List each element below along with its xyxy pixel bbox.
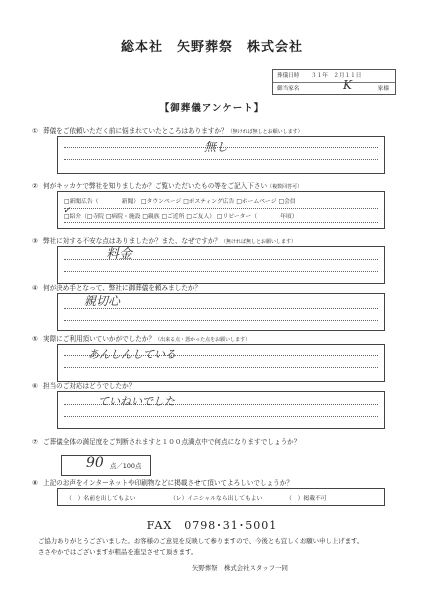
- question-5-note: （出来る点・悪かった点をお願いします）: [155, 337, 251, 343]
- answer-3-handwritten: 料金: [106, 247, 133, 262]
- family-name-handwritten: K: [343, 78, 352, 92]
- company-name: 総本社 矢野葬祭 株式会社: [120, 40, 303, 55]
- family-name-row: [273, 78, 395, 95]
- answer-line: [64, 320, 378, 321]
- question-1: [32, 125, 303, 135]
- question-3-number: ③: [32, 237, 38, 245]
- option-neighbor-checkbox[interactable]: □ご近所: [161, 214, 185, 220]
- answer-1-handwritten: 無し: [204, 140, 229, 154]
- question-3-text: 弊社に対する不安な点はありましたか？また、なぜですか？: [43, 237, 222, 245]
- answer-box-4[interactable]: [57, 293, 385, 331]
- question-4-number: ④: [32, 284, 38, 292]
- question-6-text: 担当のご対応はどうでしたか？: [43, 382, 136, 390]
- question-6: [32, 380, 135, 390]
- family-name-cell: [311, 78, 395, 95]
- option-townpage-checkbox[interactable]: □タウンページ: [141, 199, 182, 205]
- closing-line-1: ご協力ありがとうございました。お客様のご意見を反映して参りますので、今後とも宜しくお願い申し上げます。: [38, 537, 364, 545]
- question-1-number: ①: [32, 127, 38, 135]
- answer-4-handwritten: 親切心: [84, 294, 121, 308]
- closing-line-2: ささやかではございますが粗品を進呈させて頂きます。: [38, 548, 198, 556]
- option-friend-checkbox[interactable]: □ご友人）: [186, 214, 216, 220]
- staff-signature: 矢野葬祭 株式会社スタッフ一同: [192, 564, 288, 572]
- question-4: [32, 282, 201, 292]
- question-3: [32, 235, 296, 245]
- question-4-text: 何が決め手となって、弊社に御葬儀を頼みましたか？: [43, 284, 202, 292]
- source-options-row-1: [64, 196, 296, 205]
- option-newspaper-checkbox[interactable]: □新聞広告（ 新聞）: [64, 199, 140, 205]
- answer-line: [64, 271, 378, 272]
- answer-box-3[interactable]: [57, 246, 385, 284]
- survey-title: 【御葬儀アンケート】: [159, 103, 265, 114]
- question-2-number: ②: [32, 182, 38, 190]
- question-1-text: 葬儀をご依頼いただく前に悩まれていたところはありますか？: [43, 127, 228, 135]
- question-2: [32, 180, 302, 190]
- option-hospital-checkbox[interactable]: □病院・施設: [105, 214, 141, 220]
- question-8: [32, 477, 293, 487]
- question-5-number: ⑤: [32, 335, 38, 343]
- question-2-note: （複数回答可）: [267, 184, 303, 190]
- score-handwritten: 90: [86, 455, 104, 471]
- family-name-label: 御当家名: [277, 86, 300, 92]
- option-relative-checkbox[interactable]: □親族: [142, 214, 160, 220]
- question-6-number: ⑥: [32, 382, 38, 390]
- funeral-date-label: 葬儀日時: [277, 73, 300, 79]
- check-mark-icon: ✓: [63, 206, 71, 216]
- question-5-text: 実際にご利用頂いていかがでしたか？: [43, 335, 156, 343]
- fax-number: FAX 0798･31･5001: [146, 519, 278, 532]
- question-1-note: （無ければ無しとお願いします）: [227, 129, 303, 135]
- answer-line: [64, 222, 378, 223]
- question-5: [32, 333, 250, 343]
- question-2-text: 何がキッカケで弊社を知りましたか？ご覧いただいたもの等をご記入下さい: [43, 182, 268, 190]
- option-repeater-checkbox[interactable]: □リピーター（ 年頃）: [217, 214, 298, 220]
- score-box[interactable]: [61, 455, 151, 476]
- option-publish-initials[interactable]: （レ）イニシャルなら出してもよい: [170, 496, 263, 502]
- answer-5-handwritten: あんしんしている: [88, 348, 176, 361]
- family-suffix: 家様: [377, 86, 389, 92]
- question-8-number: ⑧: [32, 479, 38, 487]
- question-7: [32, 436, 300, 446]
- option-publish-name[interactable]: （ ）名前を出してもよい: [66, 496, 136, 502]
- answer-box-1[interactable]: [57, 136, 385, 174]
- question-7-number: ⑦: [32, 438, 38, 446]
- answer-box-6[interactable]: [57, 391, 385, 429]
- question-8-text: 上記のお声をインターネットや印刷物などに掲載させて頂いてよろしいでしょうか？: [43, 479, 293, 487]
- funeral-info-box: [272, 69, 396, 95]
- option-homepage-checkbox[interactable]: □ホームページ: [236, 199, 277, 205]
- funeral-date-value: ３１年 ２月１１日: [311, 73, 362, 79]
- answer-line: [64, 208, 378, 209]
- question-3-note: （無ければ無しとお願いします）: [221, 239, 297, 245]
- funeral-date-row: [273, 70, 395, 82]
- option-publish-none[interactable]: （ ）掲載不可: [286, 496, 327, 502]
- answer-line: [64, 159, 378, 160]
- answer-6-handwritten: ていねいでした: [98, 395, 175, 408]
- option-posting-checkbox[interactable]: □ポスティング広告: [183, 199, 235, 205]
- publish-consent-box: [57, 488, 385, 506]
- option-referral-checkbox[interactable]: □紹介（□寺院 ✓: [63, 206, 104, 220]
- answer-line: [64, 367, 378, 368]
- option-member-checkbox[interactable]: □会員: [278, 199, 296, 205]
- score-suffix: 点／100点: [110, 462, 142, 470]
- question-7-text: ご葬儀全体の満足度をご判断されますと１００点満点中で何点になりますでしょうか？: [43, 438, 301, 446]
- answer-box-2: [57, 191, 385, 229]
- answer-line: [64, 416, 378, 417]
- source-options-row-2: [63, 206, 298, 220]
- answer-box-5[interactable]: [57, 344, 385, 382]
